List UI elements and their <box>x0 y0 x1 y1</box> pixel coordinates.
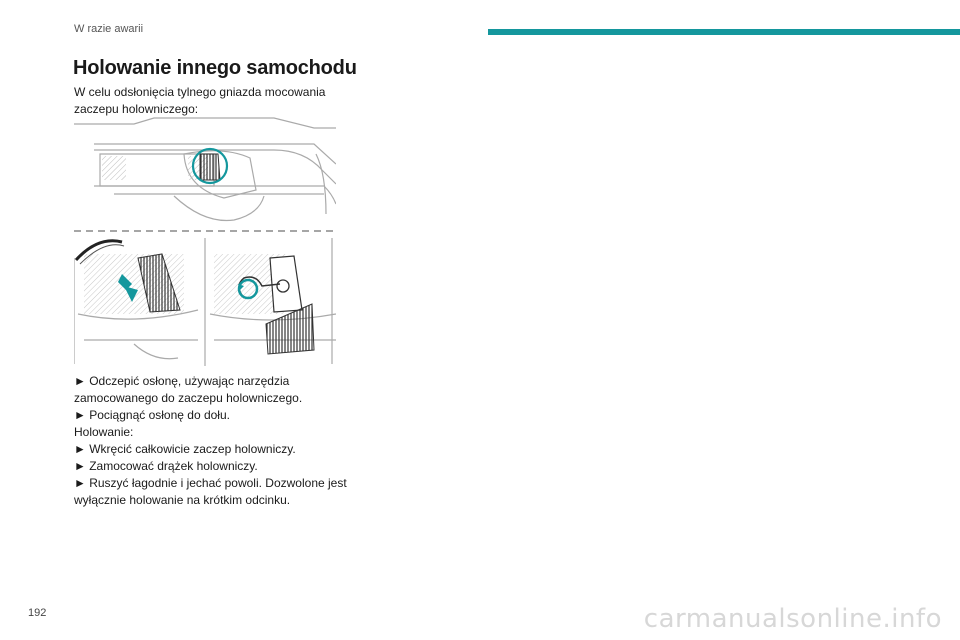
section-label: W razie awarii <box>74 23 144 35</box>
page-title: Holowanie innego samochodu <box>73 57 357 79</box>
watermark: carmanualsonline.info <box>643 604 942 634</box>
step-line: ► Odczepić osłonę, używając narzędzia zamocowanego do zaczepu holowniczego. <box>74 374 303 405</box>
step-line: Holowanie: <box>74 425 134 439</box>
step-line: ► Wkręcić całkowicie zaczep holowniczy. <box>74 442 296 456</box>
instruction-steps <box>74 373 349 509</box>
page-number: 192 <box>28 607 47 619</box>
step-line: ► Pociągnąć osłonę do dołu. <box>74 408 230 422</box>
step-line: ► Ruszyć łagodnie i jechać powoli. Dozwolone jest wyłącznie holowanie na krótkim odcinku. <box>74 476 347 507</box>
intro-text: W celu odsłonięcia tylnego gniazda mocowania zaczepu holowniczego: <box>74 85 326 116</box>
step-line: ► Zamocować drążek holowniczy. <box>74 459 258 473</box>
accent-bar <box>488 29 960 35</box>
tow-eye-cover-illustration <box>74 114 336 366</box>
